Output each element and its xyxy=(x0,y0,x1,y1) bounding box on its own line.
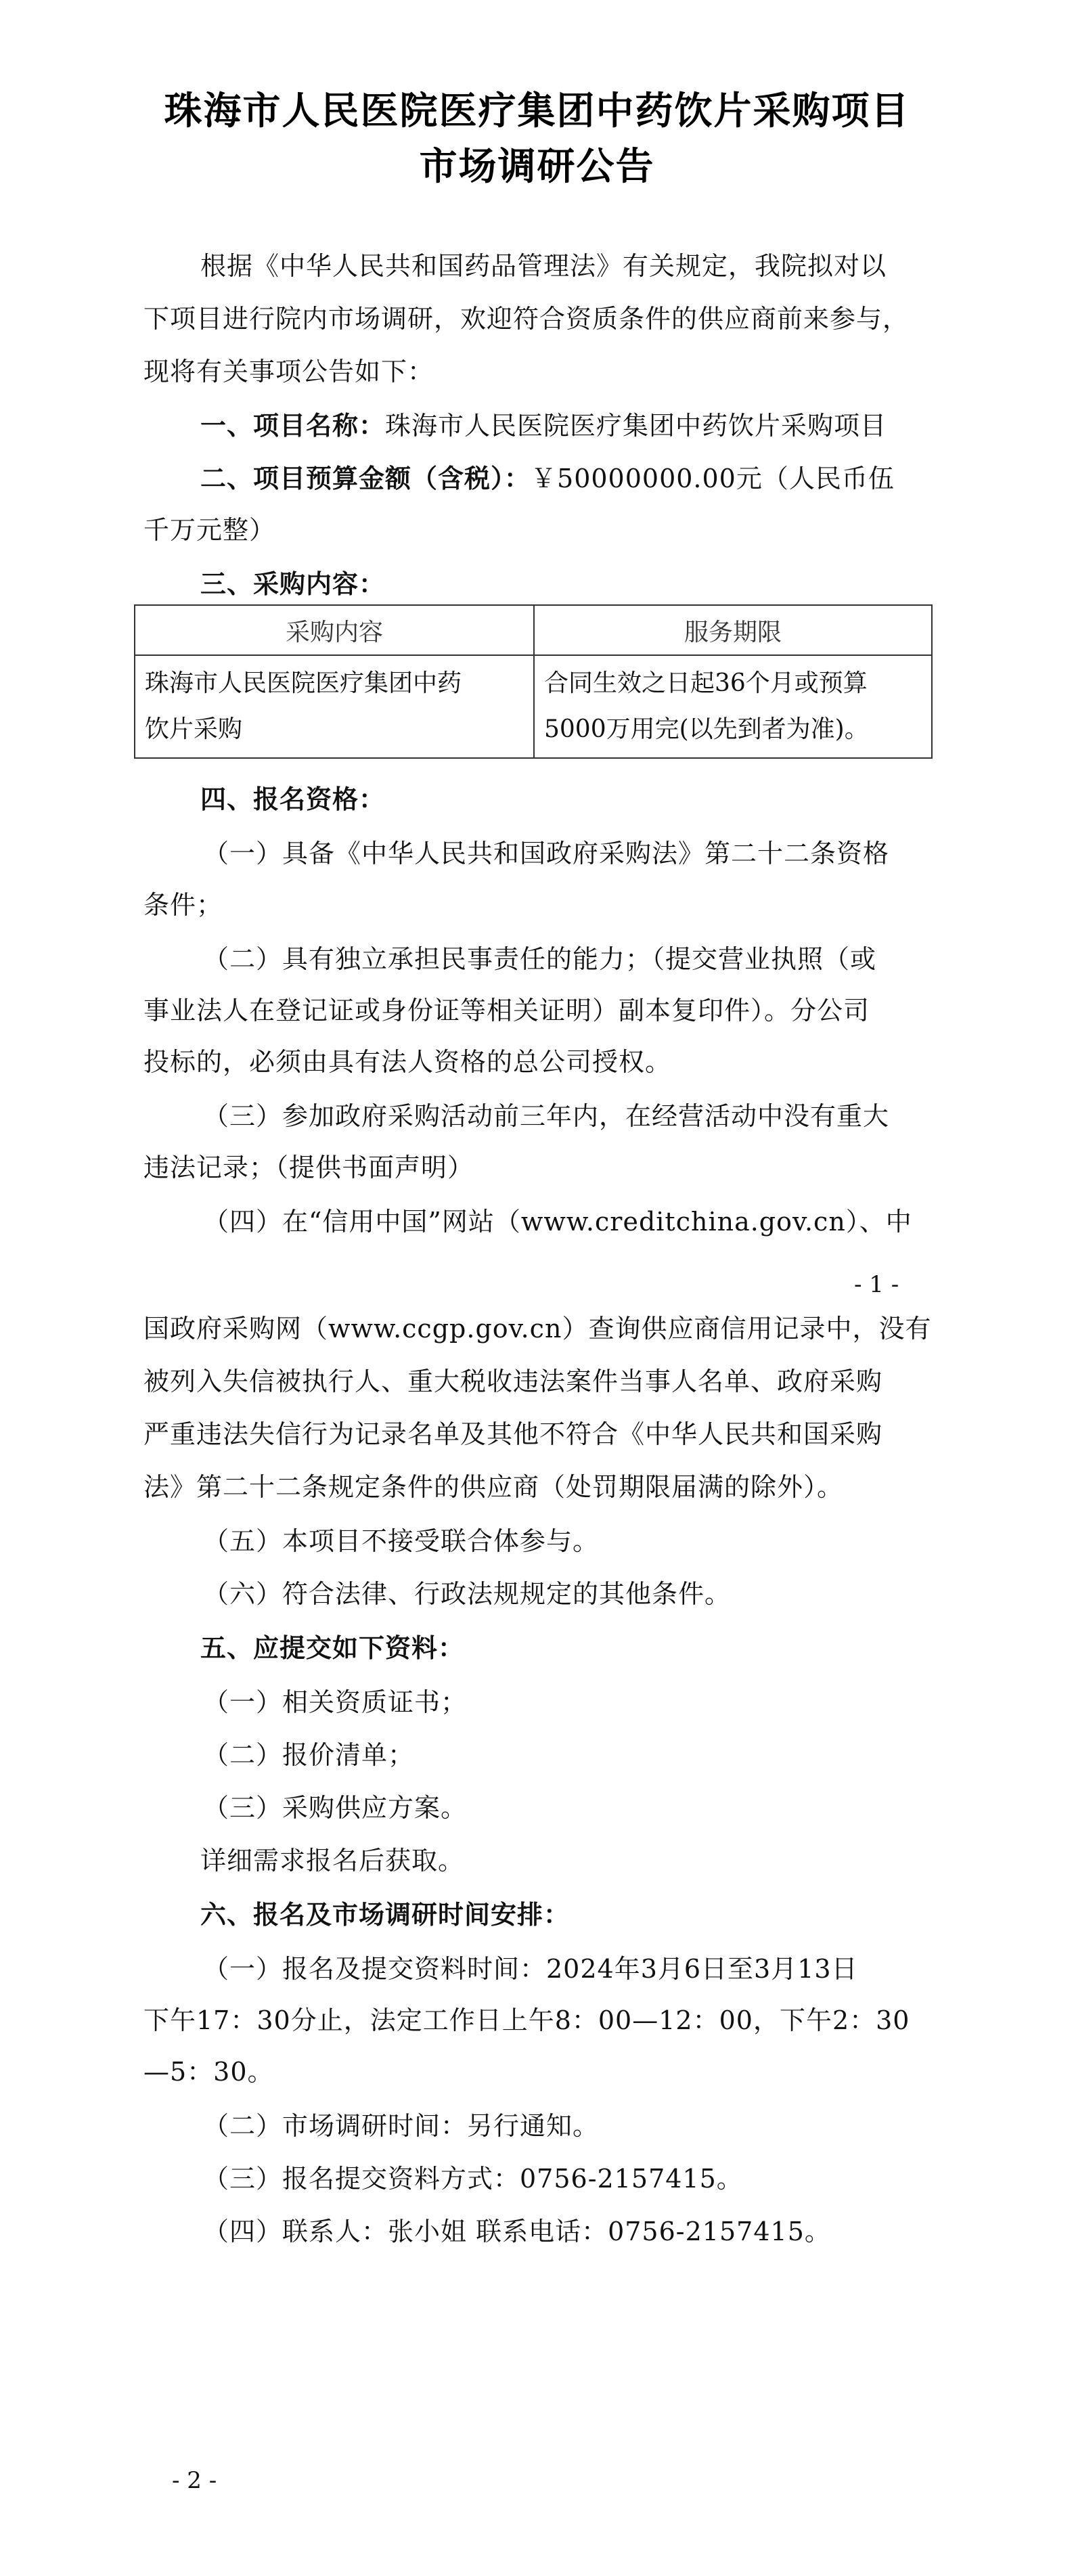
section-6-label: 六、报名及市场调研时间安排： xyxy=(200,1900,570,1930)
qual-3-line-1: （三）参加政府采购活动前三年内，在经营活动中没有重大 xyxy=(203,1101,890,1131)
section-1-value: 珠海市人民医院医疗集团中药饮片采购项目 xyxy=(385,411,887,441)
section-4-label: 四、报名资格： xyxy=(200,784,386,814)
section-2-value: ￥50000000.00元（人民币伍 xyxy=(531,464,895,493)
table-header-content: 采购内容 xyxy=(135,605,534,655)
qual-4-line-4: 严重违法失信行为记录名单及其他不符合《中华人民共和国采购 xyxy=(143,1419,883,1449)
time-1-line-1: （一）报名及提交资料时间：2024年3月6日至3月13日 xyxy=(203,1954,858,1984)
detail-note: 详细需求报名后获取。 xyxy=(200,1846,465,1875)
qual-6: （六）符合法律、行政法规规定的其他条件。 xyxy=(203,1579,732,1609)
section-2-label: 二、项目预算金额（含税）： xyxy=(200,464,531,493)
qual-4-line-2: 国政府采购网（www.ccgp.gov.cn）查询供应商信用记录中，没有 xyxy=(143,1314,932,1343)
section-1-label: 一、项目名称： xyxy=(200,411,386,441)
time-2: （二）市场调研时间：另行通知。 xyxy=(203,2111,600,2141)
procurement-table xyxy=(134,604,933,759)
section-5-label: 五、应提交如下资料： xyxy=(200,1633,465,1663)
table-header-row xyxy=(135,605,932,655)
qual-1-line-2: 条件； xyxy=(143,890,223,920)
table-header-term: 服务期限 xyxy=(534,605,932,655)
qual-3-line-2: 违法记录；（提供书面声明） xyxy=(143,1153,474,1182)
qual-4-line-3: 被列入失信被执行人、重大税收违法案件当事人名单、政府采购 xyxy=(143,1367,883,1396)
material-3: （三）采购供应方案。 xyxy=(203,1793,468,1823)
material-2: （二）报价清单； xyxy=(203,1740,415,1770)
time-1-line-2: 下午17：30分止，法定工作日上午8：00—12：00，下午2：30 xyxy=(143,2005,910,2035)
page-number-2: - 2 - xyxy=(172,2467,217,2494)
qual-4-line-5: 法》第二十二条规定条件的供应商（处罚期限届满的除外）。 xyxy=(143,1472,844,1502)
qual-4-line-1: （四）在“信用中国”网站（www.creditchina.gov.cn）、中 xyxy=(203,1207,912,1237)
qual-2-line-2: 事业法人在登记证或身份证等相关证明）副本复印件）。分公司 xyxy=(143,996,870,1025)
table-cell-term xyxy=(534,655,932,758)
qual-1-line-1: （一）具备《中华人民共和国政府采购法》第二十二条资格 xyxy=(203,839,890,868)
page-number-1: - 1 - xyxy=(854,1271,899,1298)
qual-2-line-1: （二）具有独立承担民事责任的能力；（提交营业执照（或 xyxy=(203,944,877,974)
intro-line-2: 下项目进行院内市场调研，欢迎符合资质条件的供应商前来参与， xyxy=(143,304,910,334)
time-1-line-3: —5：30。 xyxy=(143,2057,274,2087)
section-2 xyxy=(200,458,895,495)
qual-5: （五）本项目不接受联合体参与。 xyxy=(203,1526,600,1556)
title-line-2: 市场调研公告 xyxy=(419,145,655,189)
title-line-1: 珠海市人民医院医疗集团中药饮片采购项目 xyxy=(164,89,910,133)
intro-line-3: 现将有关事项公告如下： xyxy=(143,357,434,386)
table-cell-term-line-2: 5000万用完(以先到者为准)。 xyxy=(544,715,869,743)
table-cell-term-line-1: 合同生效之日起36个月或预算 xyxy=(544,669,868,697)
section-1 xyxy=(200,405,887,442)
section-2-value-cont: 千万元整） xyxy=(143,515,276,545)
table-row xyxy=(135,655,932,758)
table-cell-content xyxy=(135,655,534,758)
qual-2-line-3: 投标的，必须由具有法人资格的总公司授权。 xyxy=(143,1047,672,1077)
section-3-label: 三、采购内容： xyxy=(200,569,386,599)
table-cell-content-line-1: 珠海市人民医院医疗集团中药 xyxy=(145,669,462,697)
intro-line-1: 根据《中华人民共和国药品管理法》有关规定，我院拟对以 xyxy=(200,251,887,281)
time-3: （三）报名提交资料方式：0756-2157415。 xyxy=(203,2164,743,2194)
time-4: （四）联系人：张小姐 联系电话：0756-2157415。 xyxy=(203,2217,831,2246)
table-cell-content-line-2: 饮片采购 xyxy=(145,715,243,743)
material-1: （一）相关资质证书； xyxy=(203,1687,468,1717)
